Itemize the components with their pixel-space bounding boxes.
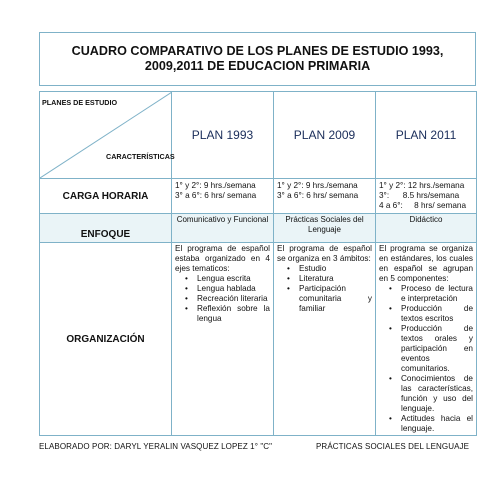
enfoque-1993: Comunicativo y Funcional (172, 214, 274, 243)
footer-subject: PRÁCTICAS SOCIALES DEL LENGUAJE (316, 442, 470, 451)
list-item: • Reflexión sobre la lengua (197, 304, 270, 324)
organizacion-list (277, 264, 372, 314)
organizacion-list (379, 284, 473, 434)
organizacion-row (40, 243, 477, 436)
carga-2011 (376, 179, 477, 214)
organizacion-2011 (376, 243, 477, 436)
enfoque-2009: Prácticas Sociales del Lenguaje (274, 214, 376, 243)
carga-2009 (274, 179, 376, 214)
organizacion-2009 (274, 243, 376, 436)
carga-line: 3° a 6°: 6 hrs/ semana (277, 191, 359, 200)
carga-horaria-row (40, 179, 477, 214)
list-item: • Participación comunitaria y familiar (299, 284, 372, 314)
list-item: • Literatura (299, 274, 372, 284)
list-item: • Producción de textos orales y participación en eventos comunitarios. (401, 324, 473, 374)
document (39, 32, 476, 436)
organizacion-intro: El programa de español estaba organizado en 4 ejes tematicos: (175, 244, 270, 273)
enfoque-2011: Didáctico (376, 214, 477, 243)
carga-1993 (172, 179, 274, 214)
carga-line: 4 a 6°: 8 hrs/ semana (379, 201, 467, 210)
list-item: • Recreación literaria (197, 294, 270, 304)
diagonal-header-cell (40, 92, 175, 179)
carga-line: 3° a 6°: 6 hrs/ semana (175, 191, 257, 200)
list-item: • Conocimientos de las características, función y uso del lenguaje. (401, 374, 473, 414)
list-item: • Lengua escrita (197, 274, 270, 284)
organizacion-intro: El programa de español se organiza en 3 ámbitos: (277, 244, 372, 263)
carga-line: 3°: 8.5 hrs/semana (379, 191, 460, 200)
document-title: CUADRO COMPARATIVO DE LOS PLANES DE ESTUDIO 1993, 2009,2011 DE EDUCACION PRIMARIA (39, 32, 476, 86)
comparison-table (39, 91, 477, 436)
list-item: • Estudio (299, 264, 372, 274)
carga-line: 1° y 2°: 9 hrs./semana (277, 181, 358, 190)
organizacion-intro: El programa se organiza en estándares, los cuales en español se agrupan en 5 componentes: (379, 244, 473, 283)
carga-line: 1° y 2°: 12 hrs./semana (379, 181, 465, 190)
footer-author: ELABORADO POR: DARYL YERALIN VASQUEZ LOPEZ 1° "C" (39, 442, 273, 451)
enfoque-label: ENFOQUE (40, 214, 172, 243)
plan-2009-header: PLAN 2009 (274, 92, 376, 179)
header-row (40, 92, 477, 179)
list-item: • Actitudes hacia el lenguaje. (401, 414, 473, 434)
caracteristicas-label: CARACTERÍSTICAS (106, 152, 175, 161)
list-item: • Proceso de lectura e interpretación (401, 284, 473, 304)
carga-horaria-label: CARGA HORARIA (40, 179, 172, 214)
carga-line: 1° y 2°: 9 hrs./semana (175, 181, 256, 190)
list-item: • Lengua hablada (197, 284, 270, 294)
enfoque-row (40, 214, 477, 243)
organizacion-label: ORGANIZACIÓN (40, 243, 172, 436)
organizacion-list (175, 274, 270, 324)
plan-2011-header: PLAN 2011 (376, 92, 477, 179)
list-item: • Producción de textos escritos (401, 304, 473, 324)
plan-1993-header: PLAN 1993 (172, 92, 274, 179)
planes-label: PLANES DE ESTUDIO (42, 98, 118, 107)
organizacion-1993 (172, 243, 274, 436)
